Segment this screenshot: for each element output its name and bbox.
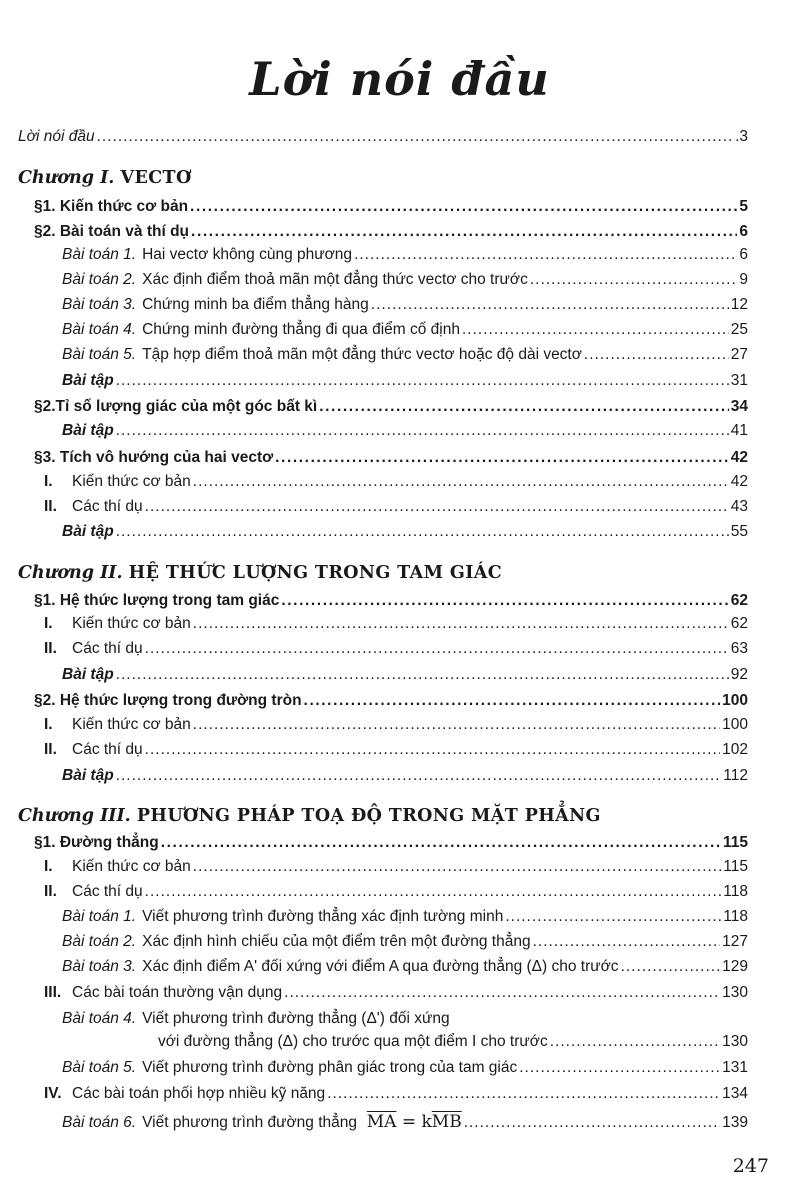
- problem-prefix: Bài toán 1.: [62, 246, 137, 263]
- toc-entry-label: Các bài toán phối hợp nhiều kỹ năng: [72, 1085, 326, 1102]
- toc-section[interactable]: [34, 223, 748, 245]
- dot-leader: [116, 767, 722, 785]
- vector-ma: $\overline{MA}$: [366, 1112, 397, 1132]
- toc-entry-label: §2. Bài toán và thí dụ: [34, 223, 190, 240]
- dot-leader: [145, 640, 729, 658]
- toc-page-number: 102: [722, 741, 748, 758]
- roman-numeral: I.: [44, 615, 53, 632]
- toc-subsection[interactable]: [44, 858, 748, 880]
- toc-page-number: 62: [730, 592, 748, 609]
- toc-problem[interactable]: [62, 1059, 748, 1081]
- toc-entry-label: Chứng minh ba điểm thẳng hàng: [142, 296, 369, 313]
- dot-leader: [145, 741, 720, 759]
- dot-leader: [191, 223, 737, 241]
- roman-numeral: II.: [44, 640, 57, 657]
- toc-page-number: 6: [739, 246, 748, 263]
- toc-entry-label: Viết phương trình đường thẳng: [142, 1114, 357, 1131]
- dot-leader: [505, 908, 721, 926]
- page-number: 247: [732, 1155, 769, 1177]
- dot-leader: [319, 398, 729, 416]
- toc-entry-label: Tập hợp điểm thoả mãn một đẳng thức vectơ hoặc độ dài vectơ: [142, 346, 582, 363]
- toc-page-number: 25: [730, 321, 748, 338]
- roman-numeral: II.: [44, 741, 57, 758]
- toc-subsection[interactable]: [44, 716, 748, 738]
- toc-entry-label: Kiến thức cơ bản: [72, 615, 191, 632]
- scalar-k: k: [421, 1112, 432, 1132]
- toc-page-number: 115: [722, 834, 748, 851]
- toc-problem[interactable]: [62, 246, 748, 268]
- chapter-title: HỆ THỨC LƯỢNG TRONG TAM GIÁC: [128, 563, 503, 583]
- toc-entry-label: Xác định hình chiếu của một điểm trên một đường thẳng: [142, 933, 531, 950]
- dot-leader: [621, 958, 721, 976]
- chapter-label: Chương II.: [18, 563, 123, 583]
- dot-leader: [116, 523, 729, 541]
- toc-subsection[interactable]: [44, 498, 748, 520]
- toc-page-number: .3: [735, 128, 748, 145]
- dot-leader: [281, 592, 728, 610]
- dot-leader: [530, 271, 738, 289]
- toc-page-number: 6: [739, 223, 748, 240]
- problem-prefix: Bài toán 2.: [62, 271, 137, 288]
- toc-entry-label: §1. Đường thẳng: [34, 834, 159, 851]
- toc-exercises[interactable]: [62, 523, 748, 545]
- toc-subsection[interactable]: [44, 473, 748, 495]
- toc-page-number: 34: [730, 398, 748, 415]
- toc-entry-label: §1. Kiến thức cơ bản: [34, 198, 189, 215]
- toc-entry-label: §2. Hệ thức lượng trong đường tròn: [34, 692, 302, 709]
- dot-leader: [533, 933, 721, 951]
- dot-leader: [193, 858, 722, 876]
- toc-entry-label: Các thí dụ: [72, 498, 143, 515]
- toc-entry-label: Bài tập: [62, 422, 114, 439]
- toc-section[interactable]: [34, 692, 748, 714]
- toc-section[interactable]: [34, 198, 748, 220]
- toc-problem[interactable]: [62, 346, 748, 368]
- toc-entry-label: Chứng minh đường thẳng đi qua điểm cố định: [142, 321, 460, 338]
- toc-entry-label: Kiến thức cơ bản: [72, 858, 191, 875]
- dot-leader: [371, 296, 729, 314]
- roman-numeral: I.: [44, 716, 53, 733]
- toc-page-number: 63: [730, 640, 748, 657]
- chapter-heading-1[interactable]: [18, 168, 192, 188]
- problem-prefix: Bài toán 5.: [62, 346, 137, 363]
- equals-sign: =: [401, 1112, 417, 1132]
- toc-page-number: 42: [730, 473, 748, 490]
- toc-subsection[interactable]: [44, 883, 748, 905]
- chapter-heading-3[interactable]: [18, 806, 601, 826]
- toc-page-number: 55: [730, 523, 748, 540]
- toc-entry-label: Xác định điểm thoả mãn một đẳng thức vectơ cho trước: [142, 271, 528, 288]
- toc-page-number: 100: [722, 716, 748, 733]
- toc-entry-label: Các thí dụ: [72, 741, 143, 758]
- roman-numeral: III.: [44, 984, 62, 1001]
- dot-leader: [116, 422, 729, 440]
- toc-page-number: 130: [722, 984, 748, 1001]
- toc-section[interactable]: [34, 398, 748, 420]
- toc-subsection[interactable]: [44, 984, 748, 1006]
- toc-problem[interactable]: [62, 908, 748, 930]
- toc-problem[interactable]: [62, 958, 748, 980]
- vector-equation: [361, 1112, 461, 1132]
- toc-problem[interactable]: [62, 1112, 748, 1134]
- roman-numeral: IV.: [44, 1085, 62, 1102]
- dot-leader: [116, 666, 729, 684]
- problem-prefix: Bài toán 4.: [62, 1010, 137, 1027]
- toc-page-number: 42: [730, 449, 748, 466]
- dot-leader: [354, 246, 737, 264]
- toc-problem[interactable]: [62, 933, 748, 955]
- toc-entry-label: Viết phương trình đường phân giác trong của tam giác: [142, 1059, 518, 1076]
- dot-leader: [145, 498, 729, 516]
- toc-entry-label: §3. Tích vô hướng của hai vectơ: [34, 449, 274, 466]
- problem-prefix: Bài toán 3.: [62, 958, 137, 975]
- toc-page-number: 100: [722, 692, 748, 709]
- toc-entry-label: Bài tập: [62, 372, 114, 389]
- toc-entry-label: §2.Tỉ số lượng giác của một góc bất kì: [34, 398, 318, 415]
- toc-page-number: 131: [722, 1059, 748, 1076]
- dot-leader: [193, 716, 720, 734]
- toc-exercises[interactable]: [62, 372, 748, 394]
- roman-numeral: II.: [44, 498, 57, 515]
- toc-page-number: 41: [730, 422, 748, 439]
- chapter-label: Chương I.: [18, 168, 115, 188]
- toc-section[interactable]: [34, 834, 748, 856]
- toc-page-number: 130: [722, 1033, 748, 1050]
- dot-leader: [97, 128, 733, 146]
- toc-subsection[interactable]: [44, 741, 748, 763]
- dot-leader: [193, 615, 729, 633]
- toc-page-number: 92: [730, 666, 748, 683]
- dot-leader: [193, 473, 729, 491]
- toc-problem[interactable]: [62, 321, 748, 343]
- toc-entry-label: Bài tập: [62, 666, 114, 683]
- chapter-title: VECTƠ: [120, 168, 192, 188]
- toc-page-number: 62: [730, 615, 748, 632]
- dot-leader: [284, 984, 720, 1002]
- toc-exercises[interactable]: [62, 767, 748, 789]
- toc-problem[interactable]: [62, 271, 748, 293]
- toc-page-number: 134: [722, 1085, 748, 1102]
- toc-exercises[interactable]: [62, 422, 748, 444]
- toc-entry-label: Các bài toán thường vận dụng: [72, 984, 283, 1001]
- dot-leader: [519, 1059, 720, 1077]
- toc-problem[interactable]: [62, 296, 748, 318]
- toc-subsection[interactable]: [44, 1085, 748, 1107]
- toc-entry-label: Bài tập: [62, 767, 114, 784]
- toc-entry-intro[interactable]: [18, 128, 748, 150]
- page-title: Lời nói đầu: [249, 52, 550, 106]
- toc-entry-label: §1. Hệ thức lượng trong tam giác: [34, 592, 280, 609]
- roman-numeral: II.: [44, 883, 57, 900]
- toc-entry-label: Viết phương trình đường thẳng xác định tường minh: [142, 908, 504, 925]
- problem-prefix: Bài toán 4.: [62, 321, 137, 338]
- toc-page-number: 118: [723, 908, 748, 925]
- problem-prefix: Bài toán 6.: [62, 1114, 137, 1131]
- problem-prefix: Bài toán 2.: [62, 933, 137, 950]
- dot-leader: [304, 692, 721, 710]
- toc-page-number: 127: [722, 933, 748, 950]
- toc-entry-label: Các thí dụ: [72, 883, 143, 900]
- toc-page-number: 12: [730, 296, 748, 313]
- toc-entry-label: Lời nói đầu: [18, 128, 95, 145]
- chapter-heading-2[interactable]: [18, 563, 502, 583]
- dot-leader: [116, 372, 729, 390]
- dot-leader: [462, 321, 729, 339]
- dot-leader: [327, 1085, 720, 1103]
- dot-leader: [275, 449, 729, 467]
- toc-page-number: 115: [723, 858, 748, 875]
- dot-leader: [190, 198, 737, 216]
- toc-entry-label: Hai vectơ không cùng phương: [142, 246, 353, 263]
- dot-leader: [584, 346, 729, 364]
- toc-page-number: 27: [730, 346, 748, 363]
- toc-section[interactable]: [34, 592, 748, 614]
- problem-prefix: Bài toán 3.: [62, 296, 137, 313]
- toc-page-number: 31: [730, 372, 748, 389]
- toc-problem-line-2[interactable]: [158, 1033, 748, 1055]
- toc-page-number: 139: [722, 1114, 748, 1131]
- dot-leader: [464, 1114, 720, 1132]
- toc-exercises[interactable]: [62, 666, 748, 688]
- problem-prefix: Bài toán 5.: [62, 1059, 137, 1076]
- roman-numeral: I.: [44, 858, 53, 875]
- toc-problem-line-1[interactable]: [62, 1010, 450, 1028]
- dot-leader: [550, 1033, 720, 1051]
- toc-entry-continuation: với đường thẳng (Δ) cho trước qua một điểm I cho trước: [158, 1033, 548, 1050]
- toc-entry-label: Bài tập: [62, 523, 114, 540]
- toc-section[interactable]: [34, 449, 748, 471]
- toc-page-number: 5: [739, 198, 748, 215]
- toc-page-number: 118: [723, 883, 748, 900]
- toc-entry-label: Các thí dụ: [72, 640, 143, 657]
- roman-numeral: I.: [44, 473, 53, 490]
- chapter-label: Chương III.: [18, 806, 131, 826]
- toc-subsection[interactable]: [44, 640, 748, 662]
- toc-page-number: 112: [723, 767, 748, 784]
- toc-subsection[interactable]: [44, 615, 748, 637]
- toc-page-number: 129: [722, 958, 748, 975]
- toc-entry-label: Kiến thức cơ bản: [72, 473, 191, 490]
- problem-prefix: Bài toán 1.: [62, 908, 137, 925]
- toc-entry-label: Kiến thức cơ bản: [72, 716, 191, 733]
- dot-leader: [145, 883, 722, 901]
- dot-leader: [161, 834, 721, 852]
- vector-mb: $\overline{MB}$: [431, 1112, 462, 1132]
- toc-entry-label: Xác định điểm A' đối xứng với điểm A qua đường thẳng (Δ) cho trước: [142, 958, 619, 975]
- toc-entry-label: Viết phương trình đường thẳng (Δ') đối xứng: [142, 1010, 450, 1027]
- toc-page-number: 43: [730, 498, 748, 515]
- chapter-title: PHƯƠNG PHÁP TOẠ ĐỘ TRONG MẶT PHẲNG: [136, 806, 601, 826]
- toc-page-number: 9: [739, 271, 748, 288]
